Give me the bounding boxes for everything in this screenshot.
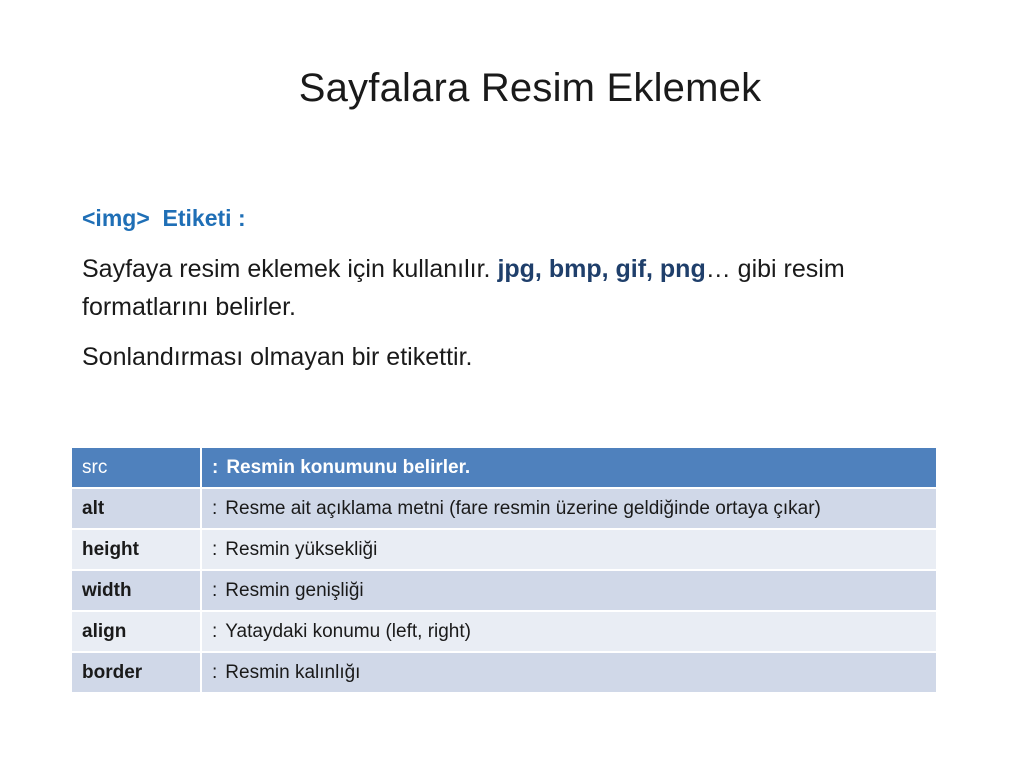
- paragraph-usage-start: Sayfaya resim eklemek için kullanılır.: [82, 255, 498, 283]
- attributes-table: [72, 448, 936, 694]
- table-row-alt: [72, 488, 936, 529]
- attribute-name: alt: [72, 488, 201, 529]
- attribute-description: [201, 488, 936, 529]
- formats-highlight: jpg, bmp, gif, png: [497, 255, 706, 283]
- paragraph-usage-end: … gibi resim formatlarını belirler.: [82, 255, 845, 321]
- attribute-description: [201, 570, 936, 611]
- attribute-description: [201, 448, 936, 488]
- table-row-border: [72, 652, 936, 693]
- table-row-src: [72, 448, 936, 488]
- attribute-name: width: [72, 570, 201, 611]
- paragraph-usage: [82, 250, 942, 326]
- description-text: Resme ait açıklama metni (fare resmin üzerine geldiğinde ortaya çıkar): [225, 497, 821, 519]
- attribute-description: [201, 652, 936, 693]
- separator: :: [212, 579, 218, 601]
- separator: :: [212, 538, 218, 560]
- img-tag-subheading: <img> Etiketi :: [82, 205, 246, 231]
- attribute-name: border: [72, 652, 201, 693]
- separator: :: [212, 661, 218, 683]
- attribute-description: [201, 611, 936, 652]
- separator: :: [212, 620, 218, 642]
- description-text: Resmin kalınlığı: [225, 661, 361, 683]
- attribute-name: src: [72, 448, 201, 488]
- separator: :: [212, 497, 218, 519]
- description-text: Resmin konumunu belirler.: [226, 456, 471, 478]
- slide-title: Sayfalara Resim Eklemek: [298, 66, 762, 110]
- description-text: Resmin genişliği: [225, 579, 364, 601]
- table-row-width: [72, 570, 936, 611]
- description-text: Resmin yüksekliği: [225, 538, 378, 560]
- paragraph-no-closing: Sonlandırması olmayan bir etikettir.: [82, 343, 473, 371]
- description-text: Yataydaki konumu (left, right): [225, 620, 471, 642]
- attribute-name: align: [72, 611, 201, 652]
- table-row-height: [72, 529, 936, 570]
- attribute-name: height: [72, 529, 201, 570]
- attribute-description: [201, 529, 936, 570]
- slide-content: [82, 200, 942, 388]
- table-row-align: [72, 611, 936, 652]
- separator: :: [212, 456, 219, 478]
